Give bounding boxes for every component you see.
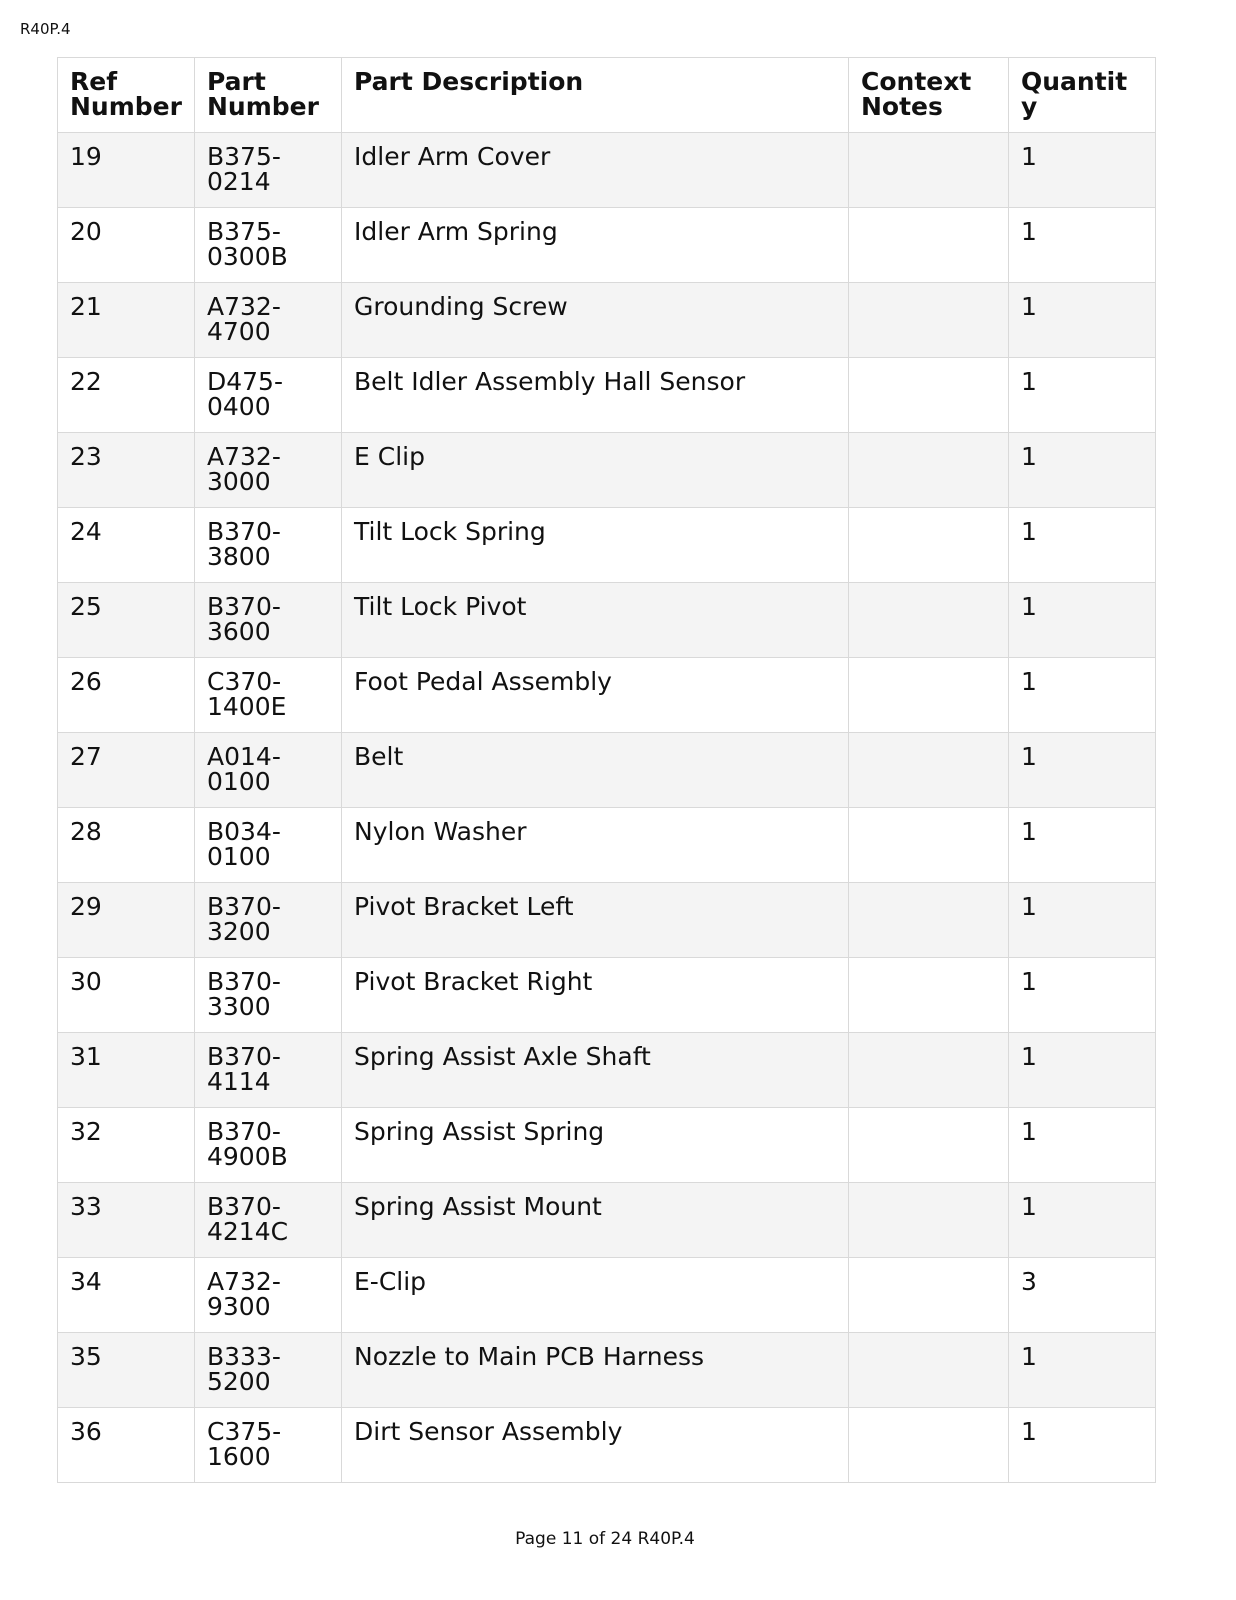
part-number-cell: B370-4900B (195, 1108, 342, 1183)
table-row (58, 583, 1156, 658)
part-number-cell: A732-4700 (195, 283, 342, 358)
part-number-cell: B370-3600 (195, 583, 342, 658)
part-description-cell: E-Clip (342, 1258, 849, 1333)
part-number-cell: B333-5200 (195, 1333, 342, 1408)
part-description-cell: Nylon Washer (342, 808, 849, 883)
context-notes-cell (849, 808, 1009, 883)
table-row (58, 433, 1156, 508)
document-id: R40P.4 (20, 20, 71, 38)
context-notes-cell (849, 433, 1009, 508)
table-row (58, 1333, 1156, 1408)
part-description-cell: Nozzle to Main PCB Harness (342, 1333, 849, 1408)
part-number-cell: A732-3000 (195, 433, 342, 508)
part-description-cell: Spring Assist Axle Shaft (342, 1033, 849, 1108)
part-number-cell: A014-0100 (195, 733, 342, 808)
context-notes-cell (849, 658, 1009, 733)
ref-number-cell: 27 (58, 733, 195, 808)
table-row (58, 658, 1156, 733)
quantity-cell: 1 (1009, 883, 1156, 958)
table-row (58, 208, 1156, 283)
ref-number-cell: 29 (58, 883, 195, 958)
quantity-cell: 1 (1009, 1033, 1156, 1108)
part-number-cell: B370-4114 (195, 1033, 342, 1108)
part-description-cell: Pivot Bracket Right (342, 958, 849, 1033)
header-context-notes: Context Notes (849, 58, 1009, 133)
part-description-cell: Spring Assist Mount (342, 1183, 849, 1258)
table-row (58, 733, 1156, 808)
part-description-cell: Foot Pedal Assembly (342, 658, 849, 733)
context-notes-cell (849, 208, 1009, 283)
part-number-cell: C370-1400E (195, 658, 342, 733)
context-notes-cell (849, 283, 1009, 358)
context-notes-cell (849, 1333, 1009, 1408)
table-row (58, 883, 1156, 958)
quantity-cell: 1 (1009, 433, 1156, 508)
part-number-cell: C375-1600 (195, 1408, 342, 1483)
ref-number-cell: 30 (58, 958, 195, 1033)
header-quantity: Quantity (1009, 58, 1156, 133)
context-notes-cell (849, 1408, 1009, 1483)
table-row (58, 1258, 1156, 1333)
context-notes-cell (849, 133, 1009, 208)
table-row (58, 958, 1156, 1033)
ref-number-cell: 23 (58, 433, 195, 508)
quantity-cell: 1 (1009, 808, 1156, 883)
ref-number-cell: 34 (58, 1258, 195, 1333)
parts-table (57, 57, 1156, 1483)
header-part-number: Part Number (195, 58, 342, 133)
part-description-cell: Idler Arm Spring (342, 208, 849, 283)
context-notes-cell (849, 958, 1009, 1033)
table-row (58, 508, 1156, 583)
part-number-cell: A732-9300 (195, 1258, 342, 1333)
context-notes-cell (849, 883, 1009, 958)
part-description-cell: Belt Idler Assembly Hall Sensor (342, 358, 849, 433)
context-notes-cell (849, 733, 1009, 808)
context-notes-cell (849, 508, 1009, 583)
part-description-cell: Dirt Sensor Assembly (342, 1408, 849, 1483)
quantity-cell: 1 (1009, 583, 1156, 658)
part-number-cell: B375-0214 (195, 133, 342, 208)
context-notes-cell (849, 1183, 1009, 1258)
quantity-cell: 1 (1009, 658, 1156, 733)
part-description-cell: Tilt Lock Pivot (342, 583, 849, 658)
quantity-cell: 1 (1009, 133, 1156, 208)
part-description-cell: Grounding Screw (342, 283, 849, 358)
quantity-cell: 1 (1009, 1108, 1156, 1183)
context-notes-cell (849, 583, 1009, 658)
context-notes-cell (849, 1033, 1009, 1108)
table-row (58, 133, 1156, 208)
quantity-cell: 1 (1009, 958, 1156, 1033)
ref-number-cell: 32 (58, 1108, 195, 1183)
parts-table-body (58, 133, 1156, 1483)
quantity-cell: 1 (1009, 1183, 1156, 1258)
part-description-cell: Pivot Bracket Left (342, 883, 849, 958)
part-description-cell: Belt (342, 733, 849, 808)
quantity-cell: 1 (1009, 508, 1156, 583)
ref-number-cell: 21 (58, 283, 195, 358)
quantity-cell: 1 (1009, 1408, 1156, 1483)
quantity-cell: 1 (1009, 1333, 1156, 1408)
header-part-description: Part Description (342, 58, 849, 133)
ref-number-cell: 26 (58, 658, 195, 733)
part-number-cell: D475-0400 (195, 358, 342, 433)
table-row (58, 1408, 1156, 1483)
table-row (58, 283, 1156, 358)
ref-number-cell: 31 (58, 1033, 195, 1108)
context-notes-cell (849, 358, 1009, 433)
table-row (58, 358, 1156, 433)
table-row (58, 1033, 1156, 1108)
part-number-cell: B370-3800 (195, 508, 342, 583)
part-number-cell: B370-3200 (195, 883, 342, 958)
quantity-cell: 1 (1009, 208, 1156, 283)
table-header-row (58, 58, 1156, 133)
part-description-cell: Spring Assist Spring (342, 1108, 849, 1183)
ref-number-cell: 19 (58, 133, 195, 208)
ref-number-cell: 35 (58, 1333, 195, 1408)
part-description-cell: E Clip (342, 433, 849, 508)
header-ref-number: Ref Number (58, 58, 195, 133)
table-row (58, 1183, 1156, 1258)
ref-number-cell: 24 (58, 508, 195, 583)
ref-number-cell: 20 (58, 208, 195, 283)
context-notes-cell (849, 1108, 1009, 1183)
ref-number-cell: 28 (58, 808, 195, 883)
quantity-cell: 3 (1009, 1258, 1156, 1333)
ref-number-cell: 33 (58, 1183, 195, 1258)
page-footer: Page 11 of 24 R40P.4 (515, 1529, 695, 1549)
ref-number-cell: 25 (58, 583, 195, 658)
quantity-cell: 1 (1009, 283, 1156, 358)
part-number-cell: B370-3300 (195, 958, 342, 1033)
context-notes-cell (849, 1258, 1009, 1333)
table-row (58, 1108, 1156, 1183)
quantity-cell: 1 (1009, 358, 1156, 433)
part-number-cell: B034-0100 (195, 808, 342, 883)
part-description-cell: Idler Arm Cover (342, 133, 849, 208)
ref-number-cell: 36 (58, 1408, 195, 1483)
quantity-cell: 1 (1009, 733, 1156, 808)
part-number-cell: B375-0300B (195, 208, 342, 283)
part-description-cell: Tilt Lock Spring (342, 508, 849, 583)
part-number-cell: B370-4214C (195, 1183, 342, 1258)
table-row (58, 808, 1156, 883)
ref-number-cell: 22 (58, 358, 195, 433)
